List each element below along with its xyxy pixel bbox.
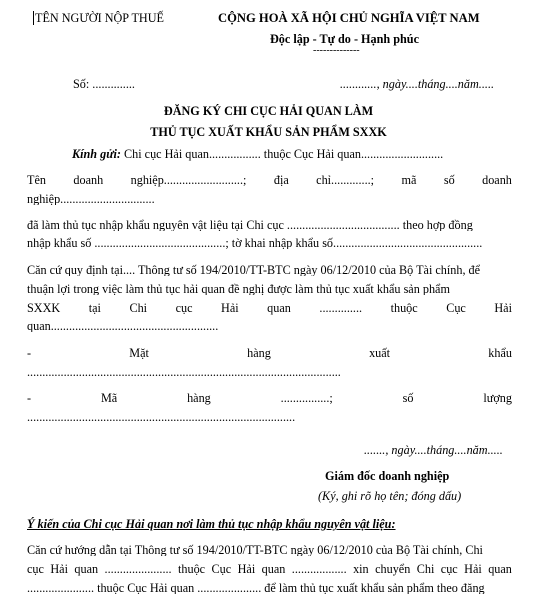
- opinion-line-2-word: chuyển: [375, 562, 411, 576]
- item-2-word: -: [27, 391, 32, 405]
- opinion-line-2-word: thuộc: [178, 562, 206, 576]
- paragraph-1-word: nghiệp..........................;: [130, 173, 247, 187]
- item-1-word: khẩu: [488, 346, 512, 360]
- recipient-label: Kính gửi:: [72, 147, 121, 161]
- item-2-word: hàng: [187, 391, 211, 405]
- paragraph-3-word: quan: [267, 301, 291, 315]
- paragraph-1-line-2: nghiệp...............................: [27, 193, 155, 206]
- opinion-line-2-word: xin: [353, 562, 369, 576]
- opinion-line-1: Căn cứ hướng dẫn tại Thông tư số 194/2010/TT-BTC ngày 06/12/2010 của Bộ Tài chính, Chi: [27, 544, 483, 557]
- item-2-word: số: [402, 391, 414, 405]
- text-cursor: [33, 11, 34, 25]
- item-1-word: hàng: [247, 346, 271, 360]
- item-1-word: xuất: [369, 346, 391, 360]
- document-number: Số: ..............: [73, 77, 135, 91]
- paragraph-1-word: chỉ.............;: [316, 173, 375, 187]
- item-2-dots: ........................................................................................: [27, 411, 296, 424]
- opinion-line-2-word: Hải: [237, 562, 256, 576]
- document-date: ............, ngày....tháng....năm.....: [340, 77, 495, 91]
- paragraph-3-line-3: [27, 302, 512, 314]
- item-2-word: lượng: [483, 391, 512, 405]
- recipient-line: [72, 148, 443, 160]
- taxpayer-name-label: TÊN NGƯỜI NỘP THUẾ: [35, 11, 164, 25]
- paragraph-3-word: Chi: [129, 301, 148, 315]
- item-2-line: [27, 392, 512, 404]
- signature-title: Giám đốc doanh nghiệp: [325, 469, 450, 483]
- paragraph-3-line-1: Căn cứ quy định tại.... Thông tư số 194/2010/TT-BTC ngày 06/12/2010 của Bộ Tài chính, để: [27, 264, 481, 277]
- paragraph-3-word: cục: [175, 301, 193, 315]
- paragraph-3-word: Hải: [221, 301, 239, 315]
- opinion-line-3: ...................... thuộc Cục Hải quan ..................... để làm thủ tục xuất khẩu sản phẩm theo đăng: [27, 582, 485, 595]
- item-1-dots: .......................................................................................................: [27, 366, 341, 379]
- signature-date: ......., ngày....tháng....năm.....: [364, 443, 503, 457]
- paragraph-3-line-2: thuận lợi trong việc làm thủ tục hải quan đề nghị được làm thủ tục xuất khẩu sản phẩm: [27, 283, 450, 296]
- opinion-line-2: [27, 563, 512, 575]
- item-1-word: -: [27, 346, 32, 360]
- item-1-word: Mặt: [129, 346, 149, 360]
- opinion-line-2-word: quan: [261, 562, 286, 576]
- opinion-line-2-word: cục: [27, 562, 44, 576]
- title-line-2: THỦ TỤC XUẤT KHẨU SẢN PHẨM SXXK: [150, 125, 387, 139]
- paragraph-1-word: doanh: [73, 173, 104, 187]
- opinion-line-2-word: quan: [488, 562, 512, 576]
- paragraph-3-word: Hải: [494, 301, 512, 315]
- paragraph-3-word: SXXK: [27, 301, 61, 315]
- paragraph-1-word: số: [443, 173, 455, 187]
- opinion-line-2-word: Chi: [416, 562, 435, 576]
- country-name: CỘNG HOÀ XÃ HỘI CHỦ NGHĨA VIỆT NAM: [218, 11, 480, 25]
- paragraph-3-word: tại: [88, 301, 101, 315]
- title-line-1: ĐĂNG KÝ CHI CỤC HẢI QUAN LÀM: [163, 104, 374, 118]
- paragraph-3-word: Cục: [446, 301, 466, 315]
- signature-note: (Ký, ghi rõ họ tên; đóng dấu): [318, 489, 462, 503]
- opinion-line-2-word: cục: [440, 562, 458, 576]
- paragraph-1-line-1: [27, 174, 512, 186]
- item-1-line: [27, 347, 512, 359]
- national-motto: Độc lập - Tự do - Hạnh phúc: [270, 32, 419, 46]
- paragraph-1-word: Tên: [27, 173, 46, 187]
- paragraph-1-word: mã: [401, 173, 417, 187]
- paragraph-1-word: doanh: [482, 173, 512, 187]
- opinion-line-2-word: Cục: [211, 562, 232, 576]
- paragraph-2-line-1: đã làm thủ tục nhập khẩu nguyên vật liệu tại Chi cục ..................................... theo hợp đồng: [27, 219, 473, 232]
- recipient-text: Chi cục Hải quan................. thuộc Cục Hải quan...........................: [124, 147, 444, 161]
- paragraph-3-line-4: quan.......................................................: [27, 320, 219, 333]
- paragraph-1-word: địa: [273, 173, 289, 187]
- item-2-word: ................;: [280, 391, 333, 405]
- opinion-line-2-word: Hải: [50, 562, 68, 576]
- paragraph-2-line-2: nhập khẩu số ...........................................; tờ khai nhập khẩu số.................................................: [27, 237, 483, 250]
- opinion-line-2-word: ..................: [291, 562, 347, 576]
- opinion-heading: Ý kiến của Chi cục Hải quan nơi làm thủ tục nhập khẩu nguyên vật liệu:: [27, 517, 396, 531]
- paragraph-3-word: ..............: [319, 301, 363, 315]
- motto-underline: --------------: [313, 45, 360, 56]
- opinion-line-2-word: Hải: [464, 562, 482, 576]
- opinion-line-2-word: ......................: [104, 562, 172, 576]
- item-2-word: Mã: [100, 391, 118, 405]
- opinion-line-2-word: quan: [74, 562, 99, 576]
- paragraph-3-word: thuộc: [390, 301, 418, 315]
